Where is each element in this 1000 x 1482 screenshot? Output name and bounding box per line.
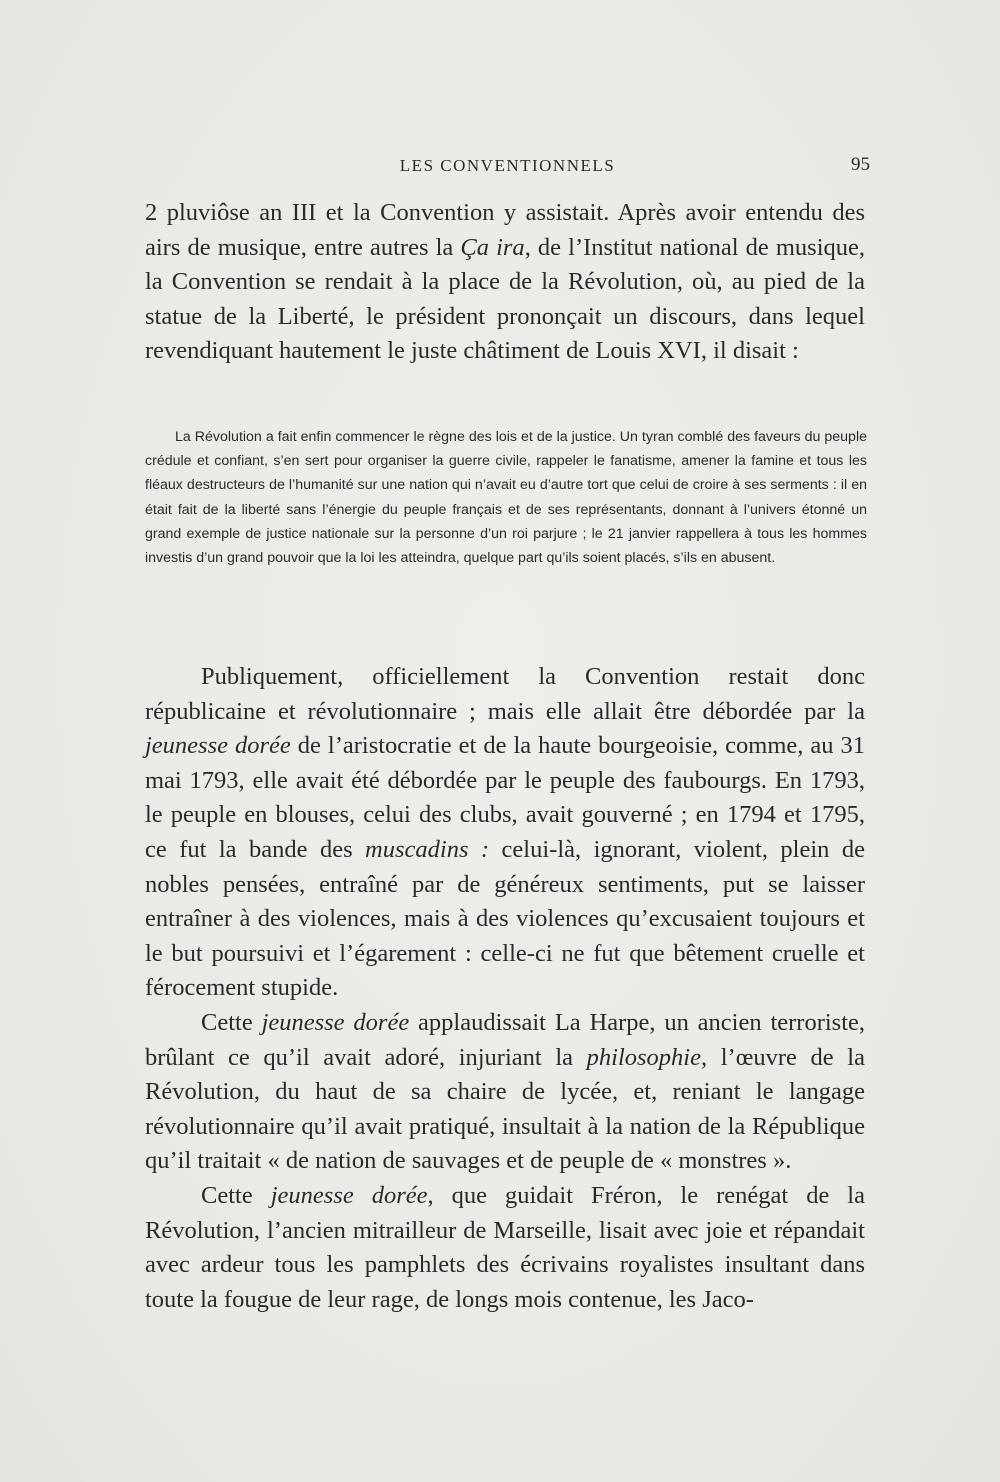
text-run: Cette	[201, 1008, 262, 1036]
running-title: LES CONVENTIONNELS	[399, 156, 616, 175]
text-run: 2 pluviôse an III et la Convention y assistait. Après avoir entendu des airs de musique, entre autres la	[145, 199, 865, 261]
text-run: de l’aristocratie et de la haute bourgeoisie, comme, au 31 mai 1793, elle avait été débordée par le peuple des faubourgs. En 1793, le peuple en blouses, celui des clubs, avait gouverné ; en 1794 et 1795, ce fut la bande des	[145, 732, 865, 863]
text-run: , l’œuvre de la Révolution, du haut de sa chaire de lycée, et, reniant le langage révolutionnaire qu’il avait pratiqué, insultait à la nation de la République qu’il traitait « de nation de sauvages et de peuple de « monstres ».	[145, 1043, 865, 1175]
text-run: Publiquement, officiellement la Convention restait donc républicaine et révolutionnaire ; mais elle allait être débordée par la	[145, 663, 865, 725]
text-run: Cette	[201, 1181, 271, 1209]
text-run: celui-là, ignorant, violent, plein de nobles pensées, entraîné par de généreux sentiments, put se laisser entraîner à des violences, mais à des violences qu’excusaient toujours et le but poursuivi et l’égarement : celle-ci ne fut que bêtement cruelle et férocement stupide.	[145, 835, 865, 1002]
opening-paragraph-block	[145, 196, 865, 369]
italic-term: jeunesse dorée	[145, 732, 291, 760]
text-run: , que guidait Fréron, le renégat de la Révolution, l’ancien mitrailleur de Marseille, lisait avec joie et répandait avec ardeur tous les pamphlets des écrivains royalistes insultant dans toute la fougue de leur rage, de longs mois contenue, les Jaco-	[145, 1181, 865, 1313]
paragraph-continuation	[145, 196, 865, 369]
main-text-block	[145, 660, 865, 1317]
italic-term: jeunesse dorée	[270, 1181, 428, 1209]
paragraph	[145, 1006, 865, 1179]
italic-term: jeunesse dorée	[261, 1008, 410, 1036]
paragraph	[145, 1179, 865, 1317]
italic-term: philosophie	[586, 1043, 701, 1071]
text-run: , de l’Institut national de musique, la Convention se rendait à la place de la Révolution, où, au pied de la statue de la Liberté, le président prononçait un discours, dans lequel revendiquant hautement le juste châtiment de Louis XVI, il disait :	[145, 233, 866, 365]
italic-term: muscadins :	[365, 835, 490, 863]
quoted-speech: La Révolution a fait enfin commencer le règne des lois et de la justice. Un tyran comblé des faveurs du peuple crédule et confiant, s’en sert pour organiser la guerre civile, rappeler le fanatisme, amener la famine et tous les fléaux destructeurs de l’humanité sur une nation qui n’avait eu d’autre tort que celui de croire à ses serments : il en était fait de la liberté sans l’énergie du peuple français et de ses représentants, donnant à l’univers étonné un grand exemple de justice nationale sur la personne d’un roi parjure ; le 21 janvier rappellera à tous les hommes investis d’un grand pouvoir que la loi les atteindra, quelque part qu’ils soient placés, s’ils en abusent.	[145, 429, 867, 567]
text-run: applaudissait La Harpe, un ancien terroriste, brûlant ce qu’il avait adoré, injuriant la	[145, 1008, 865, 1071]
running-head	[145, 154, 870, 184]
paragraph	[145, 660, 865, 1006]
page-number: 95	[851, 154, 870, 175]
italic-title: Ça ira	[460, 233, 525, 261]
